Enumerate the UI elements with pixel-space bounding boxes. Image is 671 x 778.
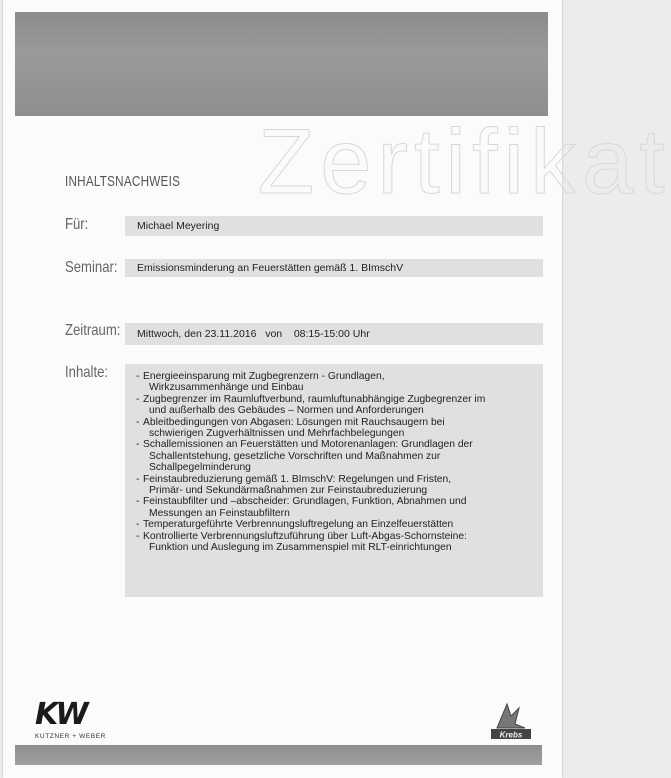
list-item-text: Energieeinsparung mit Zugbegrenzern - Grundlagen, [143,371,385,382]
list-item-text: Schallemissionen an Feuerstätten und Motorenanlagen: Grundlagen der [143,439,473,451]
list-bullet: - [136,439,140,451]
field-seminar [125,259,543,277]
list-item-continuation: Primär- und Sekundärmaßnahmen zur Feinstaubreduzierung [149,485,428,497]
list-bullet: - [136,496,140,508]
list-bullet: - [136,393,140,405]
list-item-continuation: und außerhalb des Gebäudes – Normen und Anforderungen [149,405,424,417]
content-list-item [136,496,537,519]
list-bullet: - [136,371,140,382]
list-item-text: Kontrollierte Verbrennungsluftzuführung über Luft-Abgas-Schornsteine: [143,530,467,542]
bird-logo [489,698,533,740]
content-list [125,364,543,554]
watermark: Zertifikat [258,111,671,213]
content-list-item [136,439,537,473]
content-list-item [136,474,537,497]
list-bullet: - [136,530,140,542]
content-list-item [136,371,537,394]
bird-logo-text: Krebs [499,730,523,740]
label-inhalte: Inhalte: [65,364,109,381]
list-item-continuation: schwierigen Zugverhältnissen und Mehrfachbelegungen [149,428,405,440]
list-item-text: Temperaturgeführte Verbrennungsluftregelung an Einzelfeuerstätten [143,519,454,531]
field-name [125,216,543,236]
content-box [125,364,543,597]
list-bullet: - [136,416,140,428]
label-fuer: Für: [65,216,89,233]
list-item-continuation: Schallentstehung, gesetzliche Vorschriften und Maßnahmen zur [149,450,441,462]
field-seminar-value: Emissionsminderung an Feuerstätten gemäß 1. BImschV [137,262,404,274]
list-bullet: - [136,519,140,531]
field-zeitraum-value: Mittwoch, den 23.11.2016 von 08:15-15:00 Uhr [137,328,370,340]
list-item-text: Feinstaubreduzierung gemäß 1. BImschV: Regelungen und Fristen, [143,473,452,485]
content-list-item [136,519,537,530]
list-item-continuation: Messungen an Feinstaubfiltern [149,507,290,519]
content-list-item [136,394,537,417]
field-name-value: Michael Meyering [137,220,220,232]
logo-mark: KW [35,697,87,732]
list-item-continuation: Schallpegelminderung [149,462,251,474]
list-item-continuation: Wirkzusammenhänge und Einbau [149,382,304,394]
content-list-item [136,531,537,554]
kutzner-weber-logo [35,697,106,740]
list-item-text: Zugbegrenzer im Raumluftverbund, raumluftunabhängige Zugbegrenzer im [143,393,486,405]
page-title: INHALTSNACHWEIS [65,173,181,190]
list-item-text: Feinstaubfilter und –abscheider: Grundlagen, Funktion, Abnahmen und [143,496,467,508]
field-zeitraum [125,323,543,345]
label-zeitraum: Zeitraum: [65,322,121,339]
certificate-page [3,0,671,778]
header-band [15,12,548,116]
list-item-text: Ableitbedingungen von Abgasen: Lösungen mit Rauchsaugern bei [143,416,445,428]
list-item-continuation: Funktion und Auslegung im Zusammenspiel mit RLT-einrichtungen [149,542,452,554]
footer-band [15,745,542,765]
label-seminar: Seminar: [65,259,118,276]
logo-subtitle: KUTZNER + WEBER [35,733,106,740]
content-list-item [136,417,537,440]
list-bullet: - [136,473,140,485]
